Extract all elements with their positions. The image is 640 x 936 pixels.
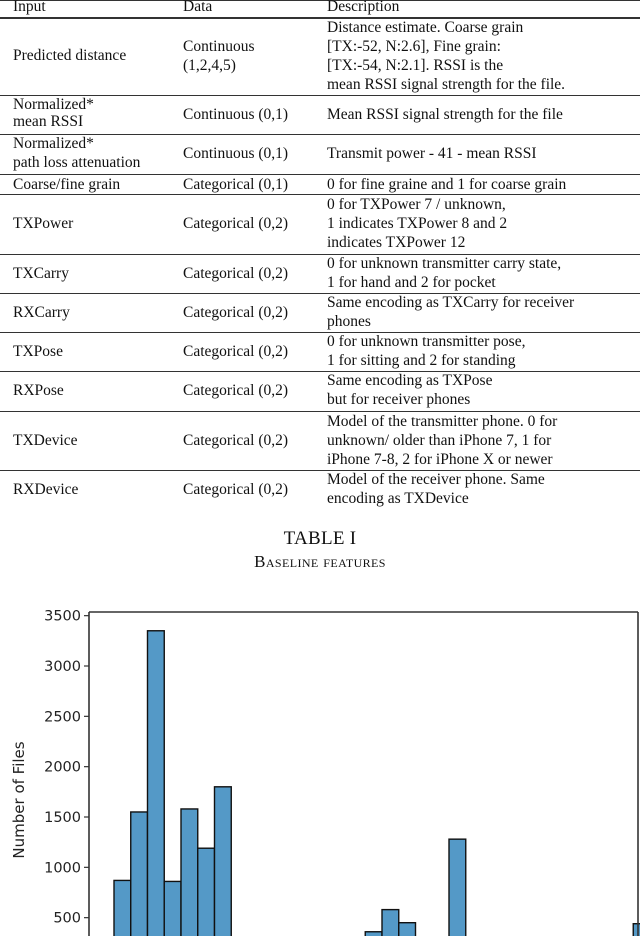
- row-description: mean RSSI signal strength for the file.: [327, 76, 566, 93]
- row-description: indicates TXPower 12: [327, 234, 466, 251]
- histogram-bar: [114, 880, 131, 936]
- y-tick-label: 500: [53, 910, 81, 927]
- row-data: Categorical (0,2): [183, 215, 289, 232]
- row-description: 0 for TXPower 7 / unknown,: [327, 196, 506, 213]
- table-top-rule: [0, 0, 640, 1]
- row-description: Distance estimate. Coarse grain: [327, 19, 524, 36]
- y-tick-label: 2000: [44, 759, 81, 776]
- row-description: phones: [327, 313, 371, 330]
- row-description: 0 for fine graine and 1 for coarse grain: [327, 176, 567, 193]
- row-description: but for receiver phones: [327, 391, 471, 408]
- row-description: iPhone 7-8, 2 for iPhone X or newer: [327, 451, 553, 468]
- row-input: RXPose: [13, 382, 64, 399]
- histogram-bar: [633, 924, 640, 936]
- row-description: Model of the receiver phone. Same: [327, 471, 545, 488]
- row-description: [TX:-54, N:2.1]. RSSI is the: [327, 57, 504, 74]
- row-input: RXCarry: [13, 304, 70, 321]
- row-input: mean RSSI: [13, 113, 84, 130]
- histogram-chart: [0, 600, 640, 936]
- histogram-bar: [131, 812, 148, 936]
- row-input: TXCarry: [13, 265, 69, 282]
- histogram-bar: [198, 848, 215, 936]
- row-rule: [0, 134, 640, 135]
- row-rule: [0, 194, 640, 195]
- row-description: Mean RSSI signal strength for the file: [327, 106, 563, 123]
- histogram-bar: [449, 839, 466, 936]
- row-input: TXPower: [13, 215, 74, 232]
- row-data: Categorical (0,2): [183, 304, 289, 321]
- row-input: Normalized*: [13, 96, 94, 113]
- row-input: path loss attenuation: [13, 154, 141, 171]
- row-description: Model of the transmitter phone. 0 for: [327, 413, 558, 430]
- row-description: 1 indicates TXPower 8 and 2: [327, 215, 508, 232]
- row-input: Coarse/fine grain: [13, 176, 121, 193]
- table-caption-number: TABLE I: [283, 528, 357, 549]
- table-caption-title: Baseline features: [254, 552, 386, 571]
- row-rule: [0, 371, 640, 372]
- row-data: Categorical (0,2): [183, 343, 289, 360]
- histogram-bar: [382, 910, 399, 936]
- row-description: 1 for hand and 2 for pocket: [327, 274, 496, 291]
- y-axis-label: Number of Files: [10, 741, 28, 859]
- histogram-bar: [215, 787, 232, 936]
- row-input: TXDevice: [13, 432, 78, 449]
- y-tick-label: 1500: [44, 810, 81, 826]
- row-rule: [0, 332, 640, 333]
- row-description: 0 for unknown transmitter carry state,: [327, 255, 562, 272]
- histogram-bar: [181, 809, 198, 936]
- row-data: Continuous: [183, 38, 255, 55]
- row-description: Same encoding as TXPose: [327, 372, 493, 389]
- histogram-svg: [0, 600, 640, 936]
- row-description: Same encoding as TXCarry for receiver: [327, 294, 575, 311]
- row-input: Normalized*: [13, 135, 94, 152]
- row-description: [TX:-52, N:2.6], Fine grain:: [327, 38, 501, 55]
- row-description: Transmit power - 41 - mean RSSI: [327, 145, 537, 162]
- header-description: Description: [327, 0, 400, 15]
- row-data: Categorical (0,2): [183, 481, 289, 498]
- header-data: Data: [183, 0, 213, 15]
- header-rule: [0, 17, 640, 19]
- row-data: Categorical (0,1): [183, 176, 289, 193]
- row-data: Categorical (0,2): [183, 432, 289, 449]
- row-description: unknown/ older than iPhone 7, 1 for: [327, 432, 552, 449]
- histogram-bar: [164, 881, 181, 936]
- row-data: Categorical (0,2): [183, 265, 289, 282]
- row-data: Continuous (0,1): [183, 106, 289, 123]
- row-input: Predicted distance: [13, 47, 127, 64]
- row-data: (1,2,4,5): [183, 57, 236, 74]
- histogram-bar: [365, 932, 382, 936]
- y-tick-label: 2500: [44, 709, 81, 726]
- y-tick-label: 3000: [44, 659, 81, 675]
- row-rule: [0, 95, 640, 96]
- histogram-bar: [399, 923, 416, 936]
- row-data: Categorical (0,2): [183, 382, 289, 399]
- row-description: 1 for sitting and 2 for standing: [327, 352, 516, 369]
- row-data: Continuous (0,1): [183, 145, 289, 162]
- row-input: RXDevice: [13, 481, 79, 498]
- row-description: encoding as TXDevice: [327, 490, 469, 507]
- row-input: TXPose: [13, 343, 63, 360]
- y-tick-label: 3500: [44, 608, 81, 625]
- histogram-bar: [148, 631, 165, 936]
- row-description: 0 for unknown transmitter pose,: [327, 333, 526, 350]
- y-tick-label: 1000: [44, 860, 81, 877]
- header-input: Input: [13, 0, 46, 15]
